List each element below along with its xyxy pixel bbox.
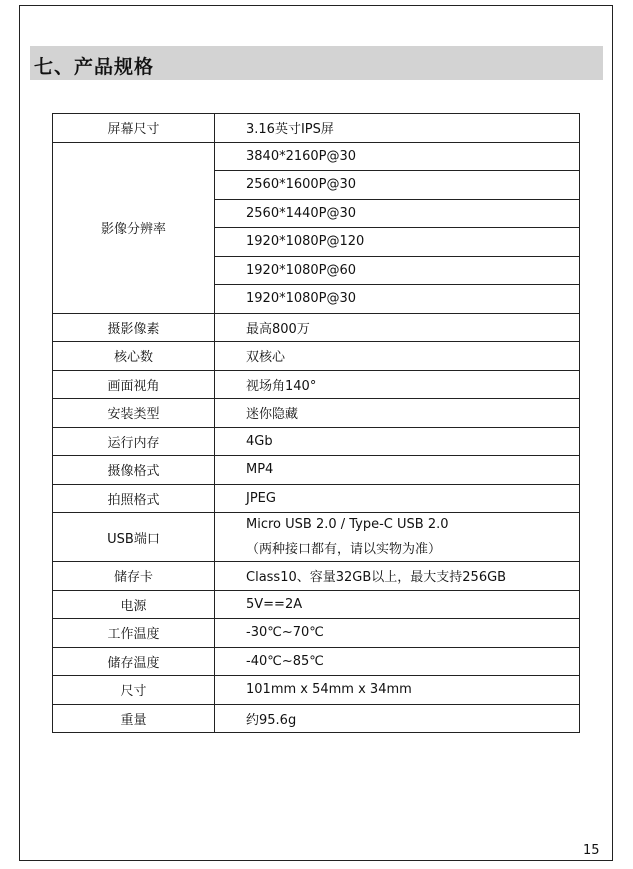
spec-label-usb-port: USB端口 bbox=[53, 513, 215, 562]
section-header-bar bbox=[30, 46, 603, 80]
spec-label-screen-size: 屏幕尺寸 bbox=[53, 114, 215, 143]
table-row bbox=[53, 676, 580, 705]
spec-value-usb-port-line2: （两种接口都有，请以实物为准） bbox=[246, 542, 442, 557]
table-row bbox=[53, 399, 580, 428]
table-row bbox=[53, 484, 580, 513]
spec-value-resolution-4: 1920*1080P@120 bbox=[215, 228, 580, 257]
spec-value-storage-temp: -40℃~85℃ bbox=[215, 647, 580, 676]
table-row bbox=[53, 342, 580, 371]
spec-value-resolution-5: 1920*1080P@60 bbox=[215, 256, 580, 285]
spec-label-resolution: 影像分辨率 bbox=[53, 142, 215, 313]
spec-value-cores: 双核心 bbox=[215, 342, 580, 371]
table-row bbox=[53, 370, 580, 399]
spec-value-camera-pixels: 最高800万 bbox=[215, 313, 580, 342]
spec-value-screen-size: 3.16英寸IPS屏 bbox=[215, 114, 580, 143]
table-row bbox=[53, 647, 580, 676]
spec-value-resolution-3: 2560*1440P@30 bbox=[215, 199, 580, 228]
spec-label-memory: 运行内存 bbox=[53, 427, 215, 456]
spec-label-video-format: 摄像格式 bbox=[53, 456, 215, 485]
table-row bbox=[53, 142, 580, 171]
spec-label-camera-pixels: 摄影像素 bbox=[53, 313, 215, 342]
spec-label-install-type: 安装类型 bbox=[53, 399, 215, 428]
spec-label-photo-format: 拍照格式 bbox=[53, 484, 215, 513]
spec-value-memory: 4Gb bbox=[215, 427, 580, 456]
spec-value-video-format: MP4 bbox=[215, 456, 580, 485]
spec-label-cores: 核心数 bbox=[53, 342, 215, 371]
table-row bbox=[53, 590, 580, 619]
spec-value-view-angle: 视场角140° bbox=[215, 370, 580, 399]
table-row bbox=[53, 704, 580, 733]
spec-value-storage-card: Class10、容量32GB以上，最大支持256GB bbox=[215, 562, 580, 591]
spec-label-storage-card: 储存卡 bbox=[53, 562, 215, 591]
spec-value-resolution-6: 1920*1080P@30 bbox=[215, 285, 580, 314]
spec-value-power: 5V==2A bbox=[215, 590, 580, 619]
spec-value-photo-format: JPEG bbox=[215, 484, 580, 513]
page-number: 15 bbox=[583, 843, 600, 858]
table-row bbox=[53, 313, 580, 342]
spec-value-usb-port-line1: Micro USB 2.0 / Type-C USB 2.0 bbox=[246, 517, 449, 532]
spec-value-resolution-2: 2560*1600P@30 bbox=[215, 171, 580, 200]
spec-value-install-type: 迷你隐藏 bbox=[215, 399, 580, 428]
spec-value-dimensions: 101mm x 54mm x 34mm bbox=[215, 676, 580, 705]
table-row bbox=[53, 513, 580, 562]
table-row bbox=[53, 562, 580, 591]
spec-value-operating-temp: -30℃~70℃ bbox=[215, 619, 580, 648]
spec-label-power: 电源 bbox=[53, 590, 215, 619]
table-row bbox=[53, 114, 580, 143]
spec-label-dimensions: 尺寸 bbox=[53, 676, 215, 705]
spec-value-resolution-1: 3840*2160P@30 bbox=[215, 142, 580, 171]
spec-table bbox=[52, 113, 580, 733]
spec-value-weight: 约95.6g bbox=[215, 704, 580, 733]
spec-label-operating-temp: 工作温度 bbox=[53, 619, 215, 648]
spec-value-usb-port bbox=[215, 513, 580, 562]
spec-label-view-angle: 画面视角 bbox=[53, 370, 215, 399]
spec-label-storage-temp: 储存温度 bbox=[53, 647, 215, 676]
spec-label-weight: 重量 bbox=[53, 704, 215, 733]
table-row bbox=[53, 456, 580, 485]
section-title: 七、产品规格 bbox=[34, 56, 155, 78]
table-row bbox=[53, 427, 580, 456]
table-row bbox=[53, 619, 580, 648]
